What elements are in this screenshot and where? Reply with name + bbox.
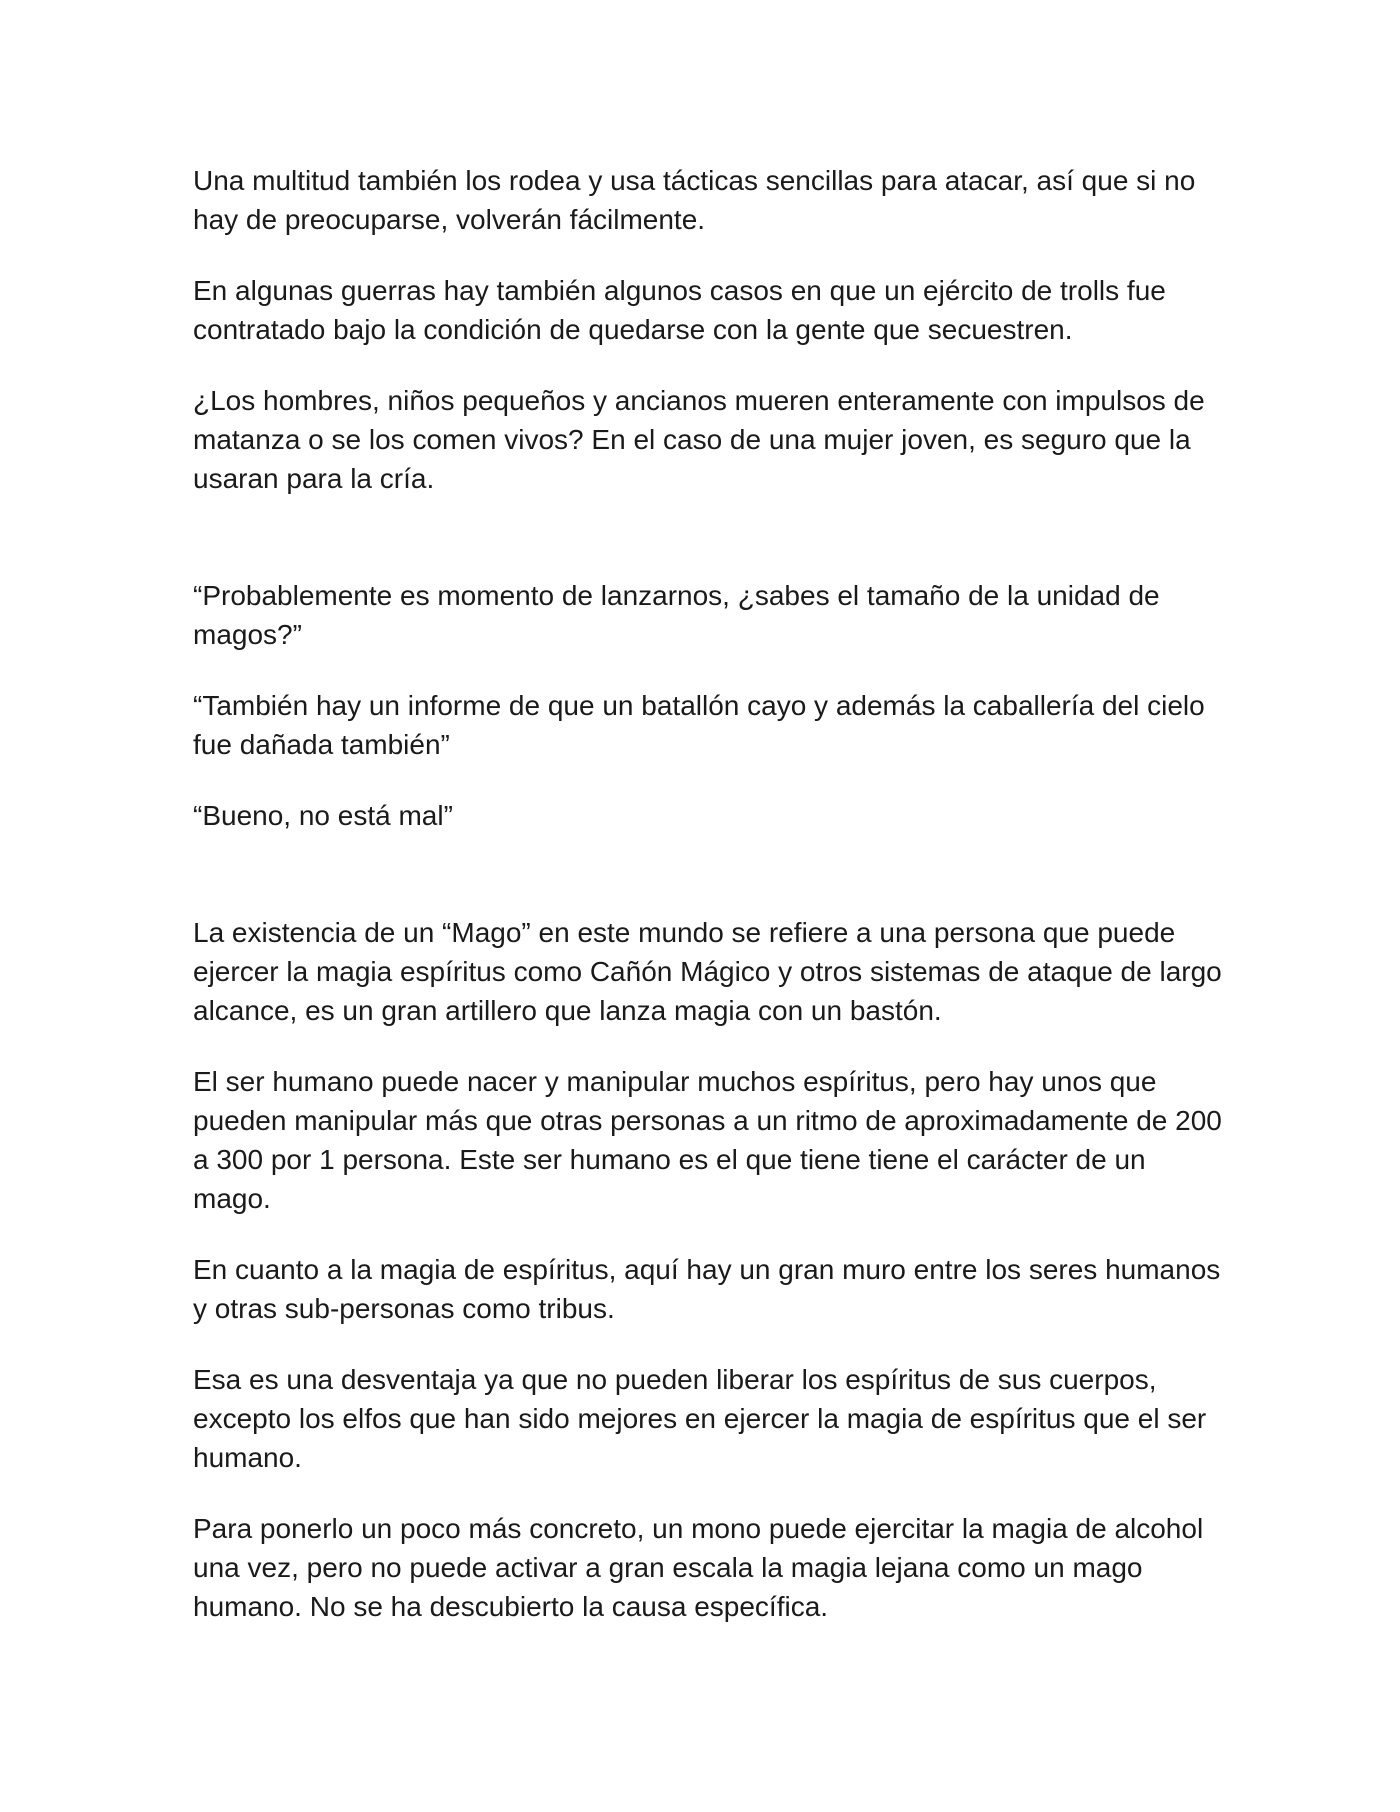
paragraph-9: En cuanto a la magia de espíritus, aquí hay un gran muro entre los seres humanos y otras sub-personas como tribus. xyxy=(193,1254,1221,1324)
paragraph-8: El ser humano puede nacer y manipular muchos espíritus, pero hay unos que pueden manipular más que otras personas a un ritmo de aproximadamente de 200 a 300 por 1 persona. Este ser humano es el que tiene tiene el carácter de un mago. xyxy=(193,1066,1222,1214)
paragraph-1: Una multitud también los rodea y usa tácticas sencillas para atacar, así que si no hay de preocuparse, volverán fácilmente. xyxy=(193,165,1196,235)
paragraph-7: La existencia de un “Mago” en este mundo se refiere a una persona que puede ejercer la magia espíritus como Cañón Mágico y otros sistemas de ataque de largo alcance, es un gran artillero que lanza magia con un bastón. xyxy=(193,917,1222,1026)
dialogue-line-2: “También hay un informe de que un batallón cayo y además la caballería del cielo fue dañada también” xyxy=(193,690,1205,760)
document-body xyxy=(193,161,1223,1658)
paragraph-10: Esa es una desventaja ya que no pueden liberar los espíritus de sus cuerpos, excepto los elfos que han sido mejores en ejercer la magia de espíritus que el ser humano. xyxy=(193,1364,1207,1473)
dialogue-line-3: “Bueno, no está mal” xyxy=(193,800,453,831)
paragraph-2: En algunas guerras hay también algunos casos en que un ejército de trolls fue contratado bajo la condición de quedarse con la gente que secuestren. xyxy=(193,275,1166,345)
dialogue-line-1: “Probablemente es momento de lanzarnos, ¿sabes el tamaño de la unidad de magos?” xyxy=(193,580,1160,650)
paragraph-11: Para ponerlo un poco más concreto, un mono puede ejercitar la magia de alcohol una vez, pero no puede activar a gran escala la magia lejana como un mago humano. No se ha descubierto la causa específica. xyxy=(193,1513,1204,1622)
paragraph-3: ¿Los hombres, niños pequeños y ancianos mueren enteramente con impulsos de matanza o se los comen vivos? En el caso de una mujer joven, es seguro que la usaran para la cría. xyxy=(193,385,1205,494)
